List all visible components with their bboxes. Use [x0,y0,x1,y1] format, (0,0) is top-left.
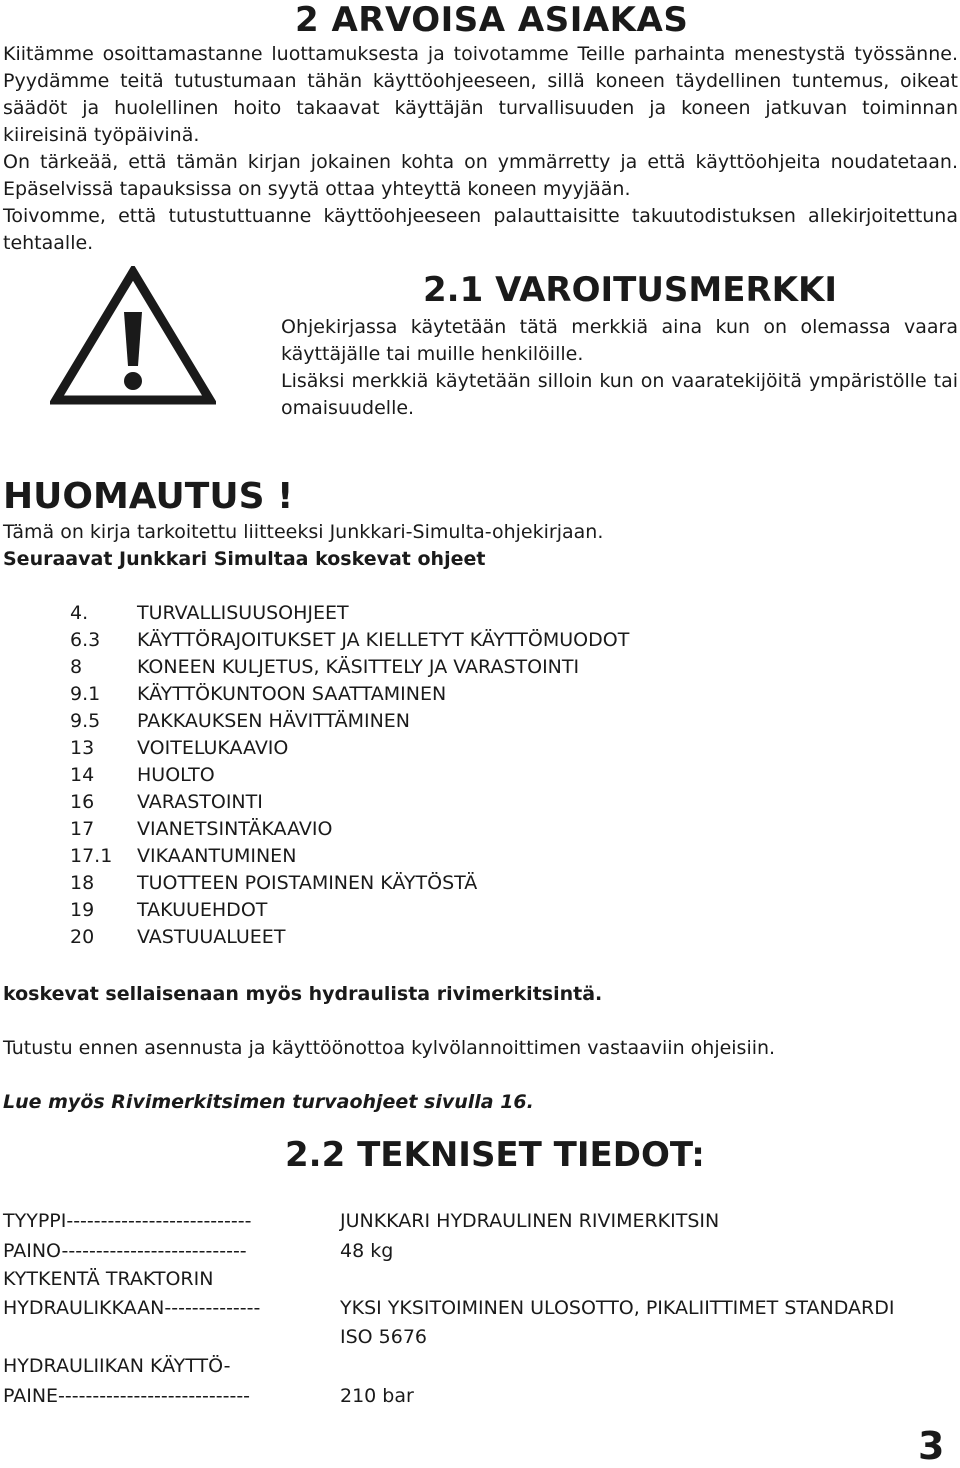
tech-section-title: 2.2 TEKNISET TIEDOT: [285,1135,705,1175]
toc-item-label: TURVALLISUUSOHJEET [137,602,349,624]
spec-value: YKSI YKSITOIMINEN ULOSOTTO, PIKALIITTIMET STANDARDI [340,1297,895,1319]
toc-item [70,602,349,624]
note-line-1: Tämä on kirja tarkoitettu liitteeksi Junkkari-Simulta-ohjekirjaan. [3,521,604,543]
read-before-line: Tutustu ennen asennusta ja käyttöönottoa kylvölannoittimen vastaaviin ohjeisiin. [3,1037,776,1059]
spec-value: 48 kg [340,1240,394,1262]
toc-item-label: HUOLTO [137,764,215,786]
read-also-line: Lue myös Rivimerkitsimen turvaohjeet sivulla 16. [3,1091,534,1113]
toc-item-number: 14 [70,764,95,786]
toc-item-number: 9.5 [70,710,101,732]
intro-paragraph-3: Toivomme, että tutustuttuanne käyttöohjeeseen palauttaisitte takuutodistuksen allekirjoitettuna tehtaalle. [3,205,958,254]
toc-item-number: 8 [70,656,83,678]
toc-item-label: TAKUUEHDOT [137,899,268,921]
toc-item-number: 13 [70,737,95,759]
spec-label: HYDRAULIKKAAN-------------- [3,1297,261,1319]
toc-item-label: PAKKAUKSEN HÄVITTÄMINEN [137,710,411,732]
warning-section-title: 2.1 VAROITUSMERKKI [423,270,837,310]
toc-item [70,737,288,759]
toc-item-label: VASTUUALUEET [137,926,286,948]
toc-item-number: 9.1 [70,683,101,705]
spec-value: 210 bar [340,1385,414,1407]
toc-item [70,899,267,921]
page-heading: 2 ARVOISA ASIAKAS [295,0,689,40]
toc-item-number: 16 [70,791,95,813]
toc-item [70,629,629,651]
toc-item [70,710,410,732]
toc-item-label: KÄYTTÖRAJOITUKSET JA KIELLETYT KÄYTTÖMUODOT [137,629,630,651]
toc-item-number: 17.1 [70,845,113,867]
intro-paragraph-2: On tärkeää, että tämän kirjan jokainen kohta on ymmärretty ja että käyttöohjeita noudatetaan. Epäselvissä tapauksissa on syytä ottaa yhteyttä koneen myyjään. [3,151,958,200]
toc-item-label: TUOTTEEN POISTAMINEN KÄYTÖSTÄ [137,872,478,894]
toc-item [70,764,215,786]
toc-item-label: KONEEN KULJETUS, KÄSITTELY JA VARASTOINTI [137,656,580,678]
toc-item [70,845,296,867]
note-title: HUOMAUTUS ! [3,476,294,517]
spec-value: ISO 5676 [340,1326,428,1348]
toc-item [70,656,579,678]
page-number: 3 [918,1424,945,1468]
toc-item-label: VOITELUKAAVIO [137,737,289,759]
toc-item-label: VARASTOINTI [137,791,263,813]
spec-value: JUNKKARI HYDRAULINEN RIVIMERKITSIN [340,1210,720,1232]
toc-item-label: VIANETSINTÄKAAVIO [137,818,333,840]
toc-item-number: 20 [70,926,95,948]
toc-item-label: KÄYTTÖKUNTOON SAATTAMINEN [137,683,447,705]
toc-item-number: 19 [70,899,95,921]
warning-paragraph-2: Lisäksi merkkiä käytetään silloin kun on vaaratekijöitä ympäristölle tai omaisuudelle. [281,370,958,419]
spec-label: TYYPPI--------------------------- [3,1210,252,1232]
intro-paragraph-1: Kiitämme osoittamastanne luottamuksesta ja toivotamme Teille parhainta menestystä työssänne. Pyydämme teitä tutustumaan tähän käyttöohjeeseen, sillä koneen täydellinen tuntemus, oikeat säädöt ja huolellinen hoito takaavat käyttäjän turvallisuuden ja koneen jatkuvan toiminnan kiireisinä työpäivinä. [3,43,958,146]
spec-label: HYDRAULIIKAN KÄYTTÖ- [3,1355,231,1377]
toc-item-number: 6.3 [70,629,101,651]
spec-label: KYTKENTÄ TRAKTORIN [3,1268,214,1290]
warning-paragraph-1: Ohjekirjassa käytetään tätä merkkiä aina kun on olemassa vaara käyttäjälle tai muille henkilöille. [281,316,958,365]
toc-item [70,683,446,705]
warning-triangle-icon [50,266,216,406]
toc-item [70,818,332,840]
applies-also-line: koskevat sellaisenaan myös hydraulista rivimerkitsintä. [3,983,603,1005]
toc-item-number: 17 [70,818,95,840]
toc-item [70,872,477,894]
toc-item-number: 4. [70,602,89,624]
toc-item-label: VIKAANTUMINEN [137,845,297,867]
toc-item-number: 18 [70,872,95,894]
spec-label: PAINE---------------------------- [3,1385,251,1407]
toc-item [70,791,263,813]
spec-label: PAINO--------------------------- [3,1240,247,1262]
note-line-2: Seuraavat Junkkari Simultaa koskevat ohjeet [3,548,486,570]
toc-item [70,926,285,948]
